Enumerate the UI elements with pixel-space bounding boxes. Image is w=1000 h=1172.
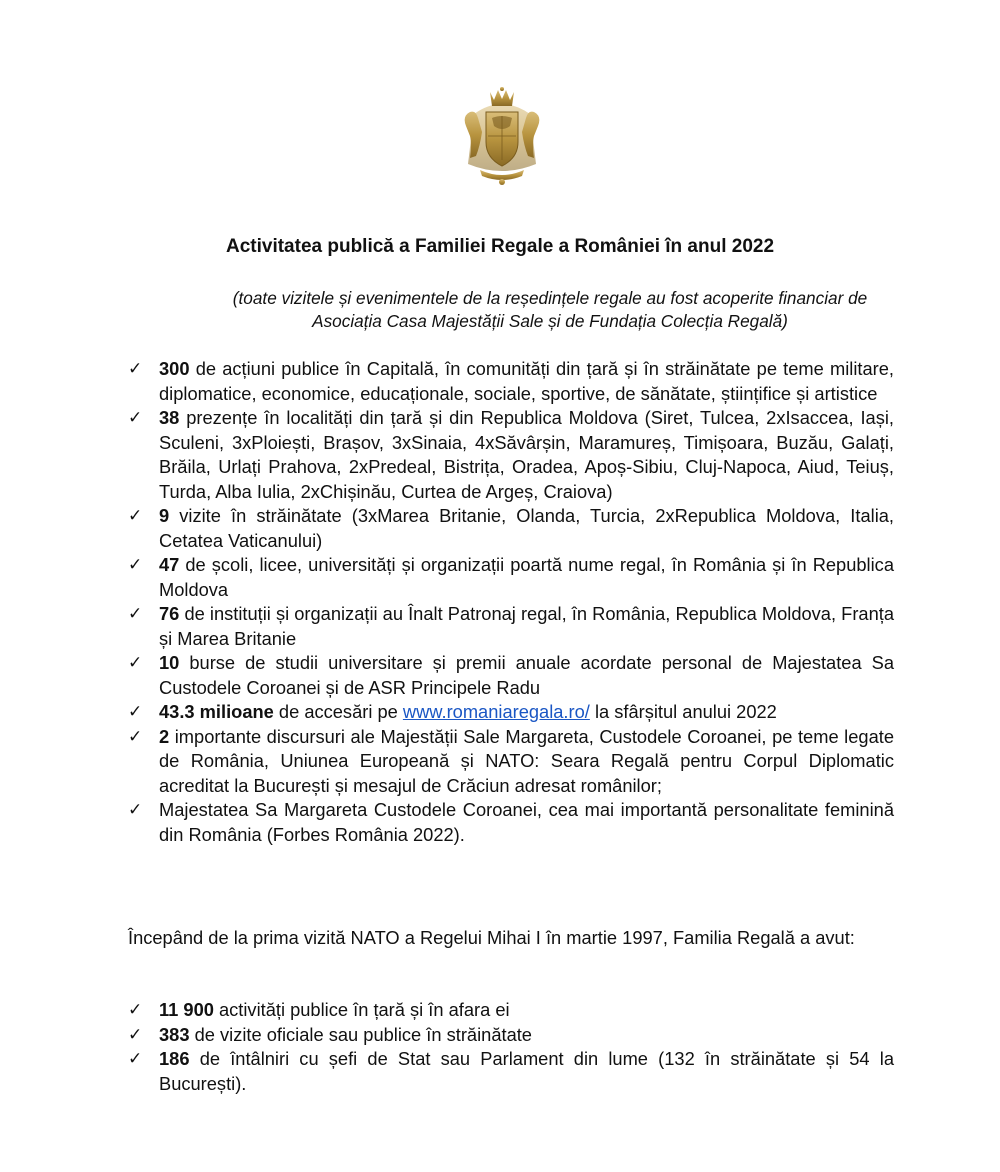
list-item-web [128, 700, 894, 725]
check-icon: ✓ [128, 726, 143, 747]
item-text: de vizite oficiale sau publice în străinătate [189, 1023, 532, 1045]
document-title: Activitatea publică a Familiei Regale a României în anul 2022 [225, 236, 775, 257]
item-number: 186 [159, 1048, 190, 1069]
item-number: 300 [159, 358, 190, 379]
item-text: la sfârșitul anului 2022 [589, 701, 777, 722]
list-item [128, 504, 894, 553]
item-text: importante discursuri ale Majestății Sale Margareta, Custodele Coroanei, pe teme legate de România, Uniunea Europeană și NATO: Seara Regală pentru Corpul Diplomatic acreditat la București și mesajul de Crăciun adresat românilor; [159, 725, 894, 796]
item-text: activități publice în țară și în afara ei [213, 999, 510, 1020]
check-icon: ✓ [128, 1024, 143, 1045]
item-text: burse de studii universitare și premii anuale acordate personal de Majestatea Sa Custodele Coroanei și de ASR Principele Radu [159, 652, 894, 698]
list-item [128, 725, 894, 799]
list-item [128, 357, 894, 406]
check-icon: ✓ [128, 800, 143, 820]
check-icon: ✓ [128, 1049, 143, 1069]
check-icon: ✓ [128, 1000, 143, 1020]
check-icon: ✓ [128, 359, 143, 379]
activity-list-2022 [128, 357, 894, 847]
check-icon: ✓ [128, 506, 143, 526]
check-icon: ✓ [128, 408, 143, 428]
item-text: de întâlniri cu șefi de Stat sau Parlament din lume (132 în străinătate și 54 la București). [159, 1048, 894, 1094]
check-icon: ✓ [128, 555, 143, 575]
list-item [128, 651, 894, 700]
item-text: de instituții și organizații au Înalt Patronaj regal, în România, Republica Moldova, Franța și Marea Britanie [159, 603, 894, 649]
item-text: de școli, licee, universități și organizații poartă nume regal, în România și în Republica Moldova [159, 554, 894, 600]
item-text: de acțiuni publice în Capitală, în comunități din țară și în străinătate pe teme militare, diplomatice, economice, educaționale, sociale, sportive, de sănătate, științifice și artistice [159, 358, 894, 404]
document-subtitle [160, 287, 940, 333]
list-item [128, 1047, 894, 1096]
nato-paragraph: Începând de la prima vizită NATO a Regelui Mihai I în martie 1997, Familia Regală a avut: [128, 927, 855, 948]
item-number: 11 900 [159, 999, 214, 1020]
check-icon: ✓ [128, 702, 143, 722]
item-number: 43.3 milioane [159, 701, 274, 722]
list-item [128, 553, 894, 602]
item-number: 47 [159, 554, 180, 575]
check-icon: ✓ [128, 604, 143, 624]
check-icon: ✓ [128, 653, 143, 673]
item-text: Majestatea Sa Margareta Custodele Coroanei, cea mai importantă personalitate feminină din România (Forbes România 2022). [159, 799, 894, 845]
list-item [128, 998, 894, 1023]
subtitle-line-1: (toate vizitele și evenimentele de la reședințele regale au fost acoperite financiar de [232, 288, 868, 308]
activity-list-since-1997 [128, 998, 894, 1096]
list-item [128, 1023, 894, 1048]
item-number: 9 [159, 505, 170, 526]
item-number: 76 [159, 603, 180, 624]
royal-coat-of-arms-icon [452, 86, 552, 186]
list-item [128, 602, 894, 651]
item-number: 10 [159, 652, 180, 673]
subtitle-line-2: Asociația Casa Majestății Sale și de Fundația Colecția Regală) [312, 311, 788, 331]
item-text: prezențe în localități din țară și din Republica Moldova (Siret, Tulcea, 2xIsaccea, Iași, Sculeni, 3xPloiești, Brașov, 3xSinaia, 4xSăvârșin, Maramureș, Timișoara, Buzău, Galați, Brăila, Urlați Prahova, 2xPredeal, Bistrița, Oradea, Apoș-Sibiu, Cluj-Napoca, Aiud, Teiuș, Turda, Alba Iulia, 2xChișinău, Curtea de Argeș, Craiova) [159, 407, 894, 502]
item-number: 2 [159, 725, 170, 747]
item-number: 383 [159, 1023, 190, 1045]
website-link[interactable]: www.romaniaregala.ro/ [402, 701, 590, 722]
item-text: vizite în străinătate (3xMarea Britanie, Olanda, Turcia, 2xRepublica Moldova, Italia, Cetatea Vaticanului) [159, 505, 894, 551]
list-item [128, 798, 894, 847]
item-number: 38 [159, 407, 180, 428]
item-text: de accesări pe [273, 701, 403, 722]
list-item [128, 406, 894, 504]
